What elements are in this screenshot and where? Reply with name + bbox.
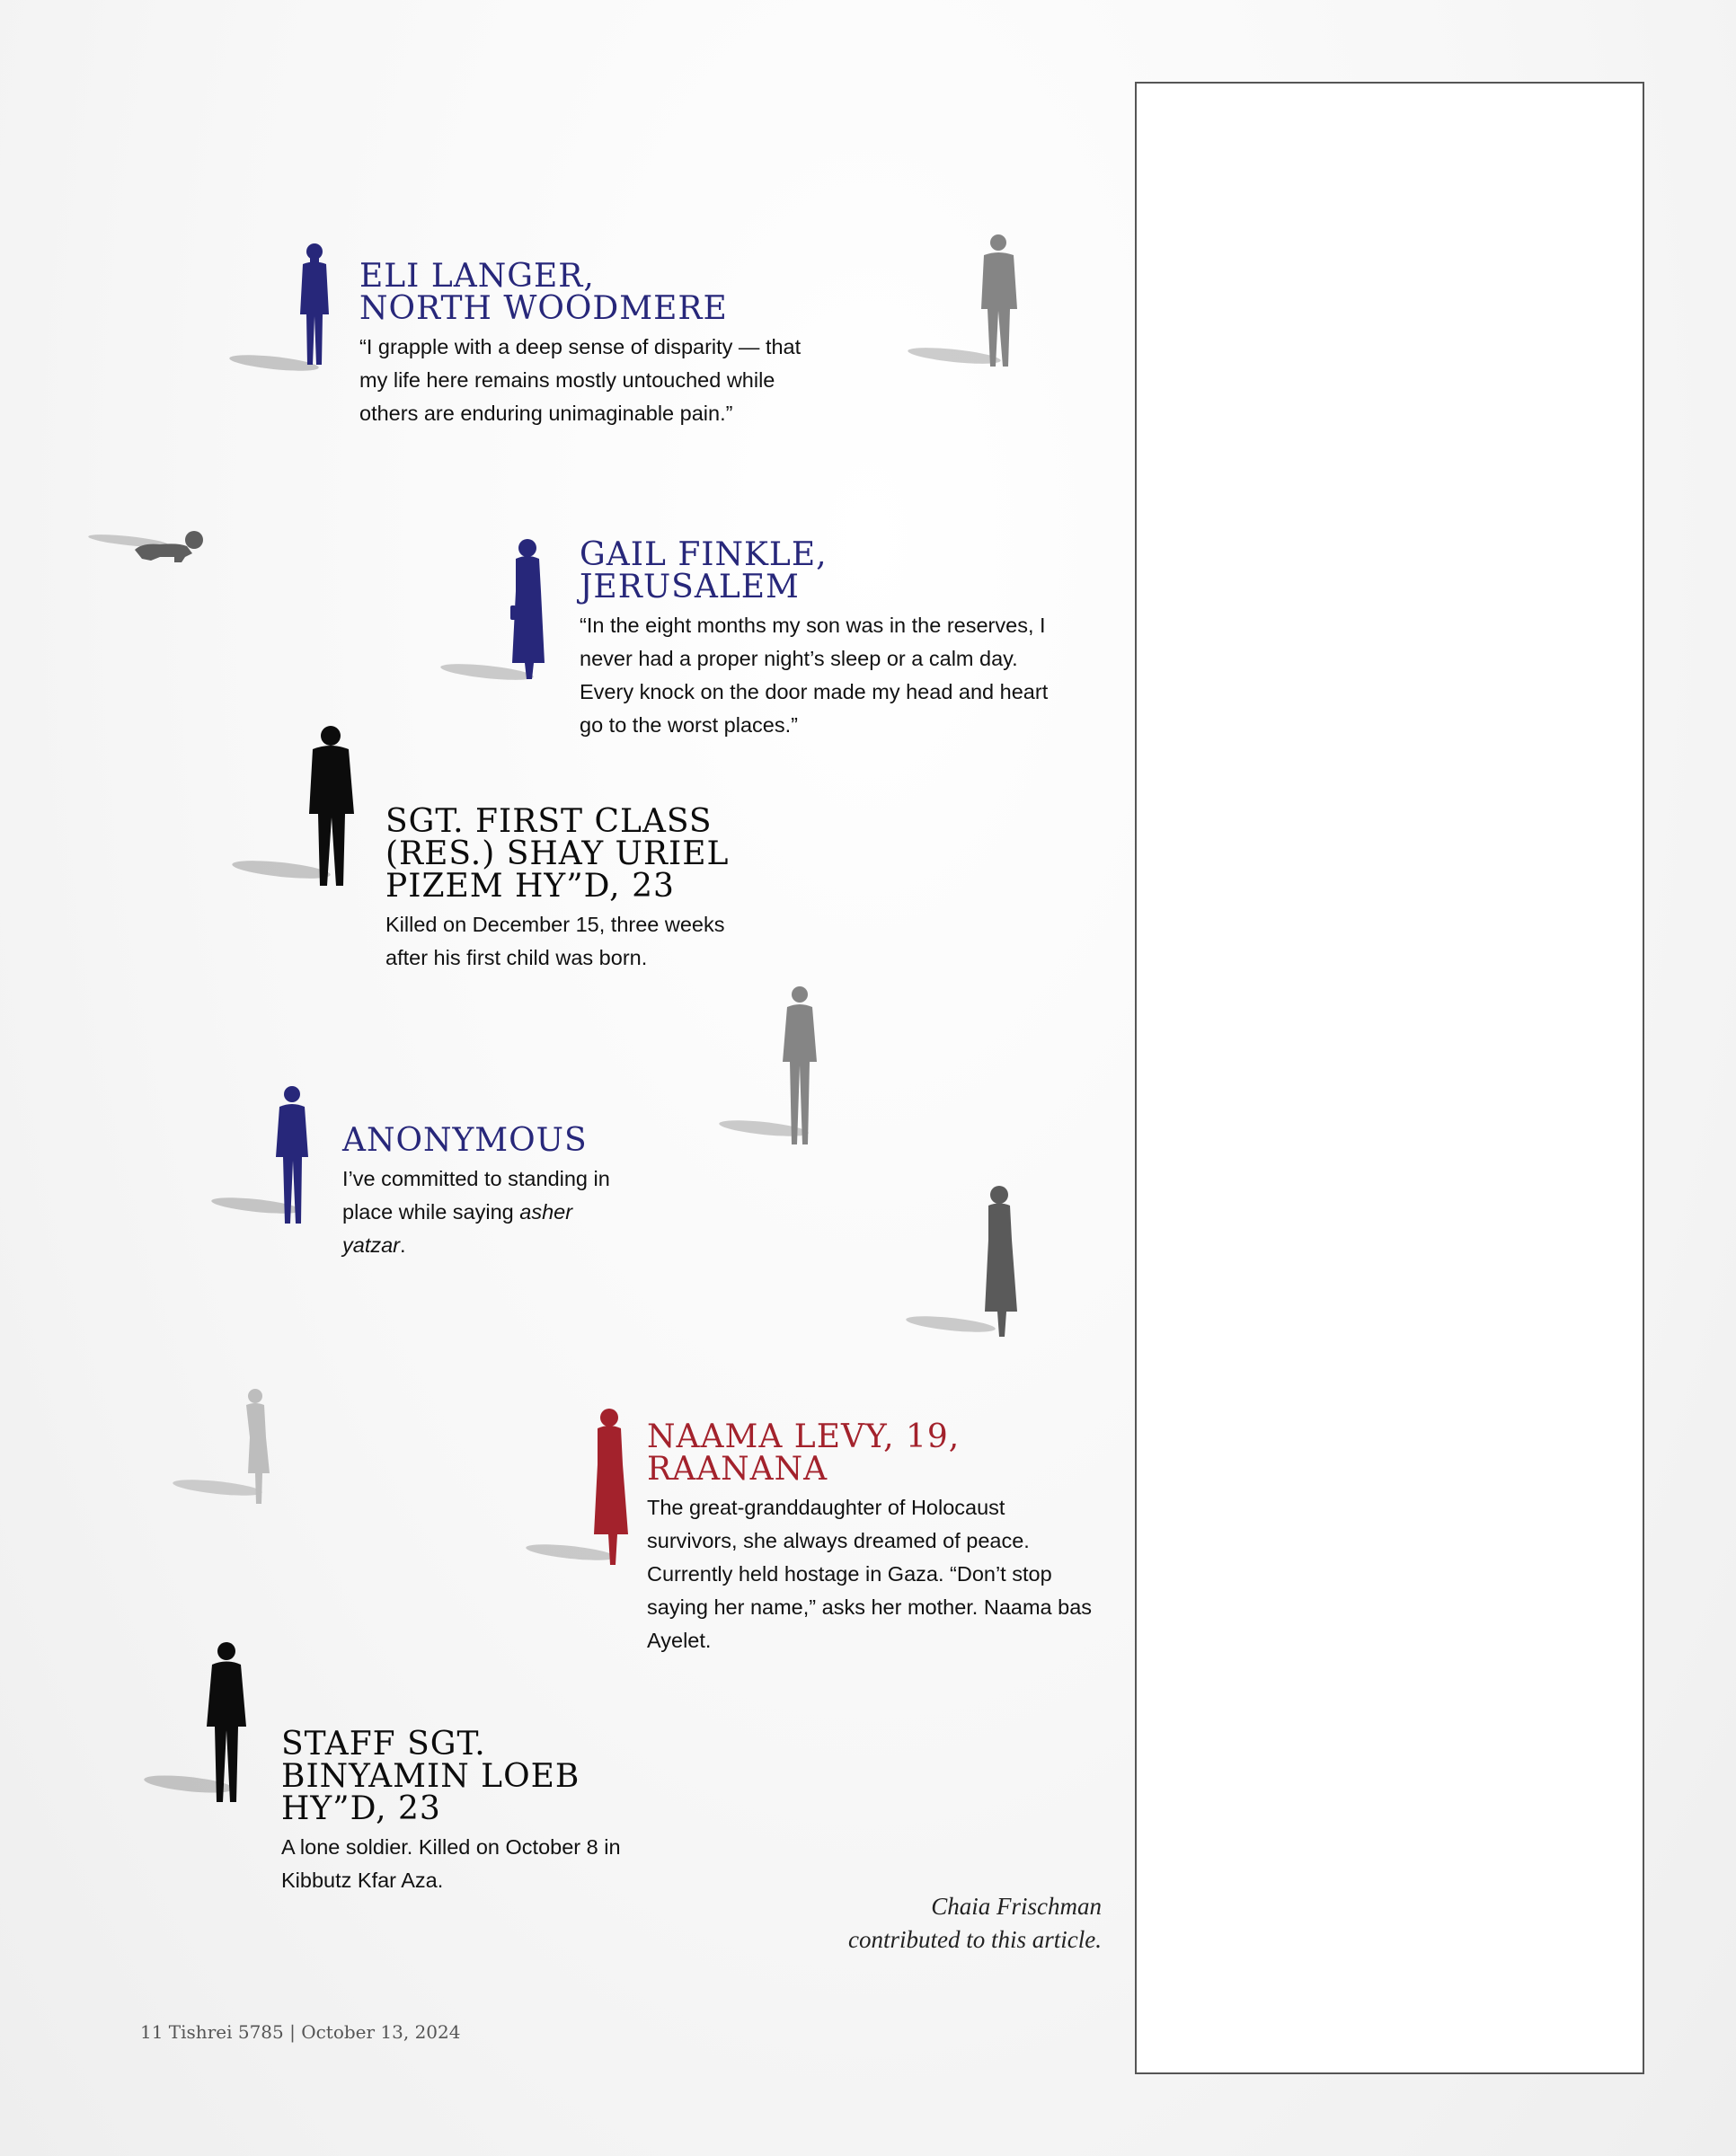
advertisement-frame (1135, 82, 1644, 2074)
entry-description: A lone soldier. Killed on October 8 in Kibbutz Kfar Aza. (281, 1835, 621, 1892)
article-credit (848, 1890, 1102, 1957)
entry-quote-end: . (400, 1233, 406, 1257)
entry-name: ANONYMOUS (342, 1122, 588, 1159)
child-silhouette-icon (173, 1387, 280, 1509)
entry-name: ELI LANGER, NORTH WOODMERE (359, 258, 728, 327)
entry-description: Killed on December 15, three weeks after his first child was born. (385, 913, 725, 969)
entry-quote: “I grapple with a deep sense of disparity — that my life here remains mostly untouched while others are enduring unimaginable pain.” (359, 335, 802, 425)
woman-silhouette-icon (440, 537, 557, 692)
credit-note: contributed to this article. (848, 1926, 1102, 1953)
entry-quote: “In the eight months my son was in the reserves, I never had a proper night’s sleep or a calm day. Every knock on the door made my head and heart go to the worst places.” (580, 614, 1049, 737)
man-silhouette-icon (229, 241, 346, 384)
entry-binyamin-loeb (281, 1728, 668, 1897)
entry-anonymous (342, 1122, 639, 1262)
man-silhouette-icon (719, 985, 836, 1150)
credit-author: Chaia Frischman (931, 1893, 1102, 1920)
woman-silhouette-icon (526, 1407, 642, 1570)
man-silhouette-icon (232, 724, 367, 895)
crawling-baby-silhouette-icon (88, 525, 214, 570)
man-silhouette-icon (211, 1083, 328, 1227)
entry-quote-italic: asher yatzar (342, 1200, 573, 1257)
entry-quote (342, 1162, 639, 1262)
page-footer-date: 11 Tishrei 5785 | October 13, 2024 (140, 2021, 461, 2043)
man-silhouette-icon (908, 232, 1024, 376)
entry-name: STAFF SGT. BINYAMIN LOEB HY”D, 23 (281, 1726, 580, 1827)
entry-eli-langer (359, 258, 827, 430)
man-silhouette-icon (144, 1640, 261, 1807)
entry-description: The great-granddaughter of Holocaust survivors, she always dreamed of peace. Currently held hostage in Gaza. “Don’t stop saying her name,” asks her mother. Naama bas Ayelet. (647, 1496, 1093, 1652)
entry-name: SGT. FIRST CLASS (RES.) SHAY URIEL PIZEM HY”D, 23 (385, 803, 730, 905)
entry-quote-start: I’ve committed to standing in place while saying (342, 1167, 610, 1224)
woman-silhouette-icon (906, 1184, 1023, 1342)
entry-shay-pizem (385, 803, 763, 975)
entry-naama-levy (647, 1418, 1096, 1657)
entry-gail-finkle (580, 536, 1065, 742)
entry-name: GAIL FINKLE, JERUSALEM (580, 536, 828, 605)
entry-name: NAAMA LEVY, 19, RAANANA (647, 1418, 961, 1488)
